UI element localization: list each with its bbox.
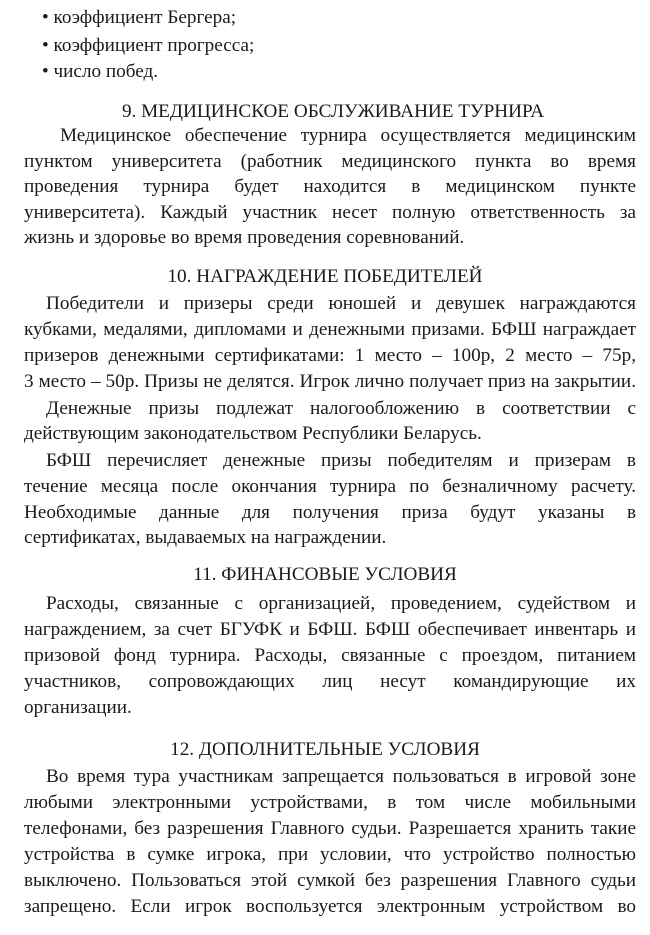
section-heading-finance: 11. ФИНАНСОВЫЕ УСЛОВИЯ <box>193 564 457 585</box>
paragraph-line: Расходы, связанные с организацией, проведением, судейством и <box>46 593 636 614</box>
paragraph-line: БФШ перечисляет денежные призы победителям и призерам в <box>46 450 636 471</box>
paragraph-line: 3 место – 50р. Призы не делятся. Игрок лично получает приз на закрытии. <box>24 371 636 392</box>
paragraph-line: награждением, за счет БГУФК и БФШ. БФШ обеспечивает инвентарь и <box>24 619 636 640</box>
paragraph-line: организации. <box>24 697 132 718</box>
paragraph-line: запрещено. Если игрок воспользуется электронным устройством во <box>24 896 636 917</box>
paragraph-line: жизнь и здоровье во время проведения соревнований. <box>24 227 465 248</box>
paragraph-line: Победители и призеры среди юношей и девушек награждаются <box>46 293 636 314</box>
section-heading-awards: 10. НАГРАЖДЕНИЕ ПОБЕДИТЕЛЕЙ <box>167 266 483 287</box>
paragraph-line: течение месяца после окончания турнира по безналичному расчету. <box>24 476 636 497</box>
paragraph-line: пунктом университета (работник медицинского пункта во время <box>24 151 636 172</box>
paragraph-line: призеров денежными сертификатами: 1 место – 100р, 2 место – 75р, <box>24 345 636 366</box>
paragraph-line: телефонами, без разрешения Главного судьи. Разрешается хранить такие <box>24 818 636 839</box>
list-item-wins: • число побед. <box>42 61 159 82</box>
paragraph-line: любыми электронными устройствами, в том числе мобильными <box>24 792 636 813</box>
paragraph-line: Денежные призы подлежат налогообложению в соответствии с <box>46 398 636 419</box>
list-item-berger: • коэффициент Бергера; <box>42 7 237 28</box>
paragraph-line: кубками, медалями, дипломами и денежными призами. БФШ награждает <box>24 319 636 340</box>
paragraph-line: Необходимые данные для получения приза будут указаны в <box>24 502 636 523</box>
list-item-progress: • коэффициент прогресса; <box>42 35 255 56</box>
paragraph-line: Медицинское обеспечение турнира осуществляется медицинским <box>60 125 636 146</box>
paragraph-line: устройства в сумке игрока, при условии, что устройство полностью <box>24 844 636 865</box>
section-heading-additional: 12. ДОПОЛНИТЕЛЬНЫЕ УСЛОВИЯ <box>170 739 480 760</box>
paragraph-line: призовой фонд турнира. Расходы, связанные с проездом, питанием <box>24 645 636 666</box>
paragraph-line: сертификатах, выдаваемых на награждении. <box>24 527 387 548</box>
paragraph-line: университета). Каждый участник несет полную ответственность за <box>24 202 636 223</box>
paragraph-line: проведения турнира будет находится в медицинском пункте <box>24 176 636 197</box>
paragraph-line: Во время тура участникам запрещается пользоваться в игровой зоне <box>46 766 636 787</box>
paragraph-line: действующим законодательством Республики Беларусь. <box>24 423 482 444</box>
paragraph-line: участников, сопровождающих лиц несут командирующие их <box>24 671 636 692</box>
section-heading-medical: 9. МЕДИЦИНСКОЕ ОБСЛУЖИВАНИЕ ТУРНИРА <box>121 101 545 122</box>
paragraph-line: выключено. Пользоваться этой сумкой без разрешения Главного судьи <box>24 870 636 891</box>
